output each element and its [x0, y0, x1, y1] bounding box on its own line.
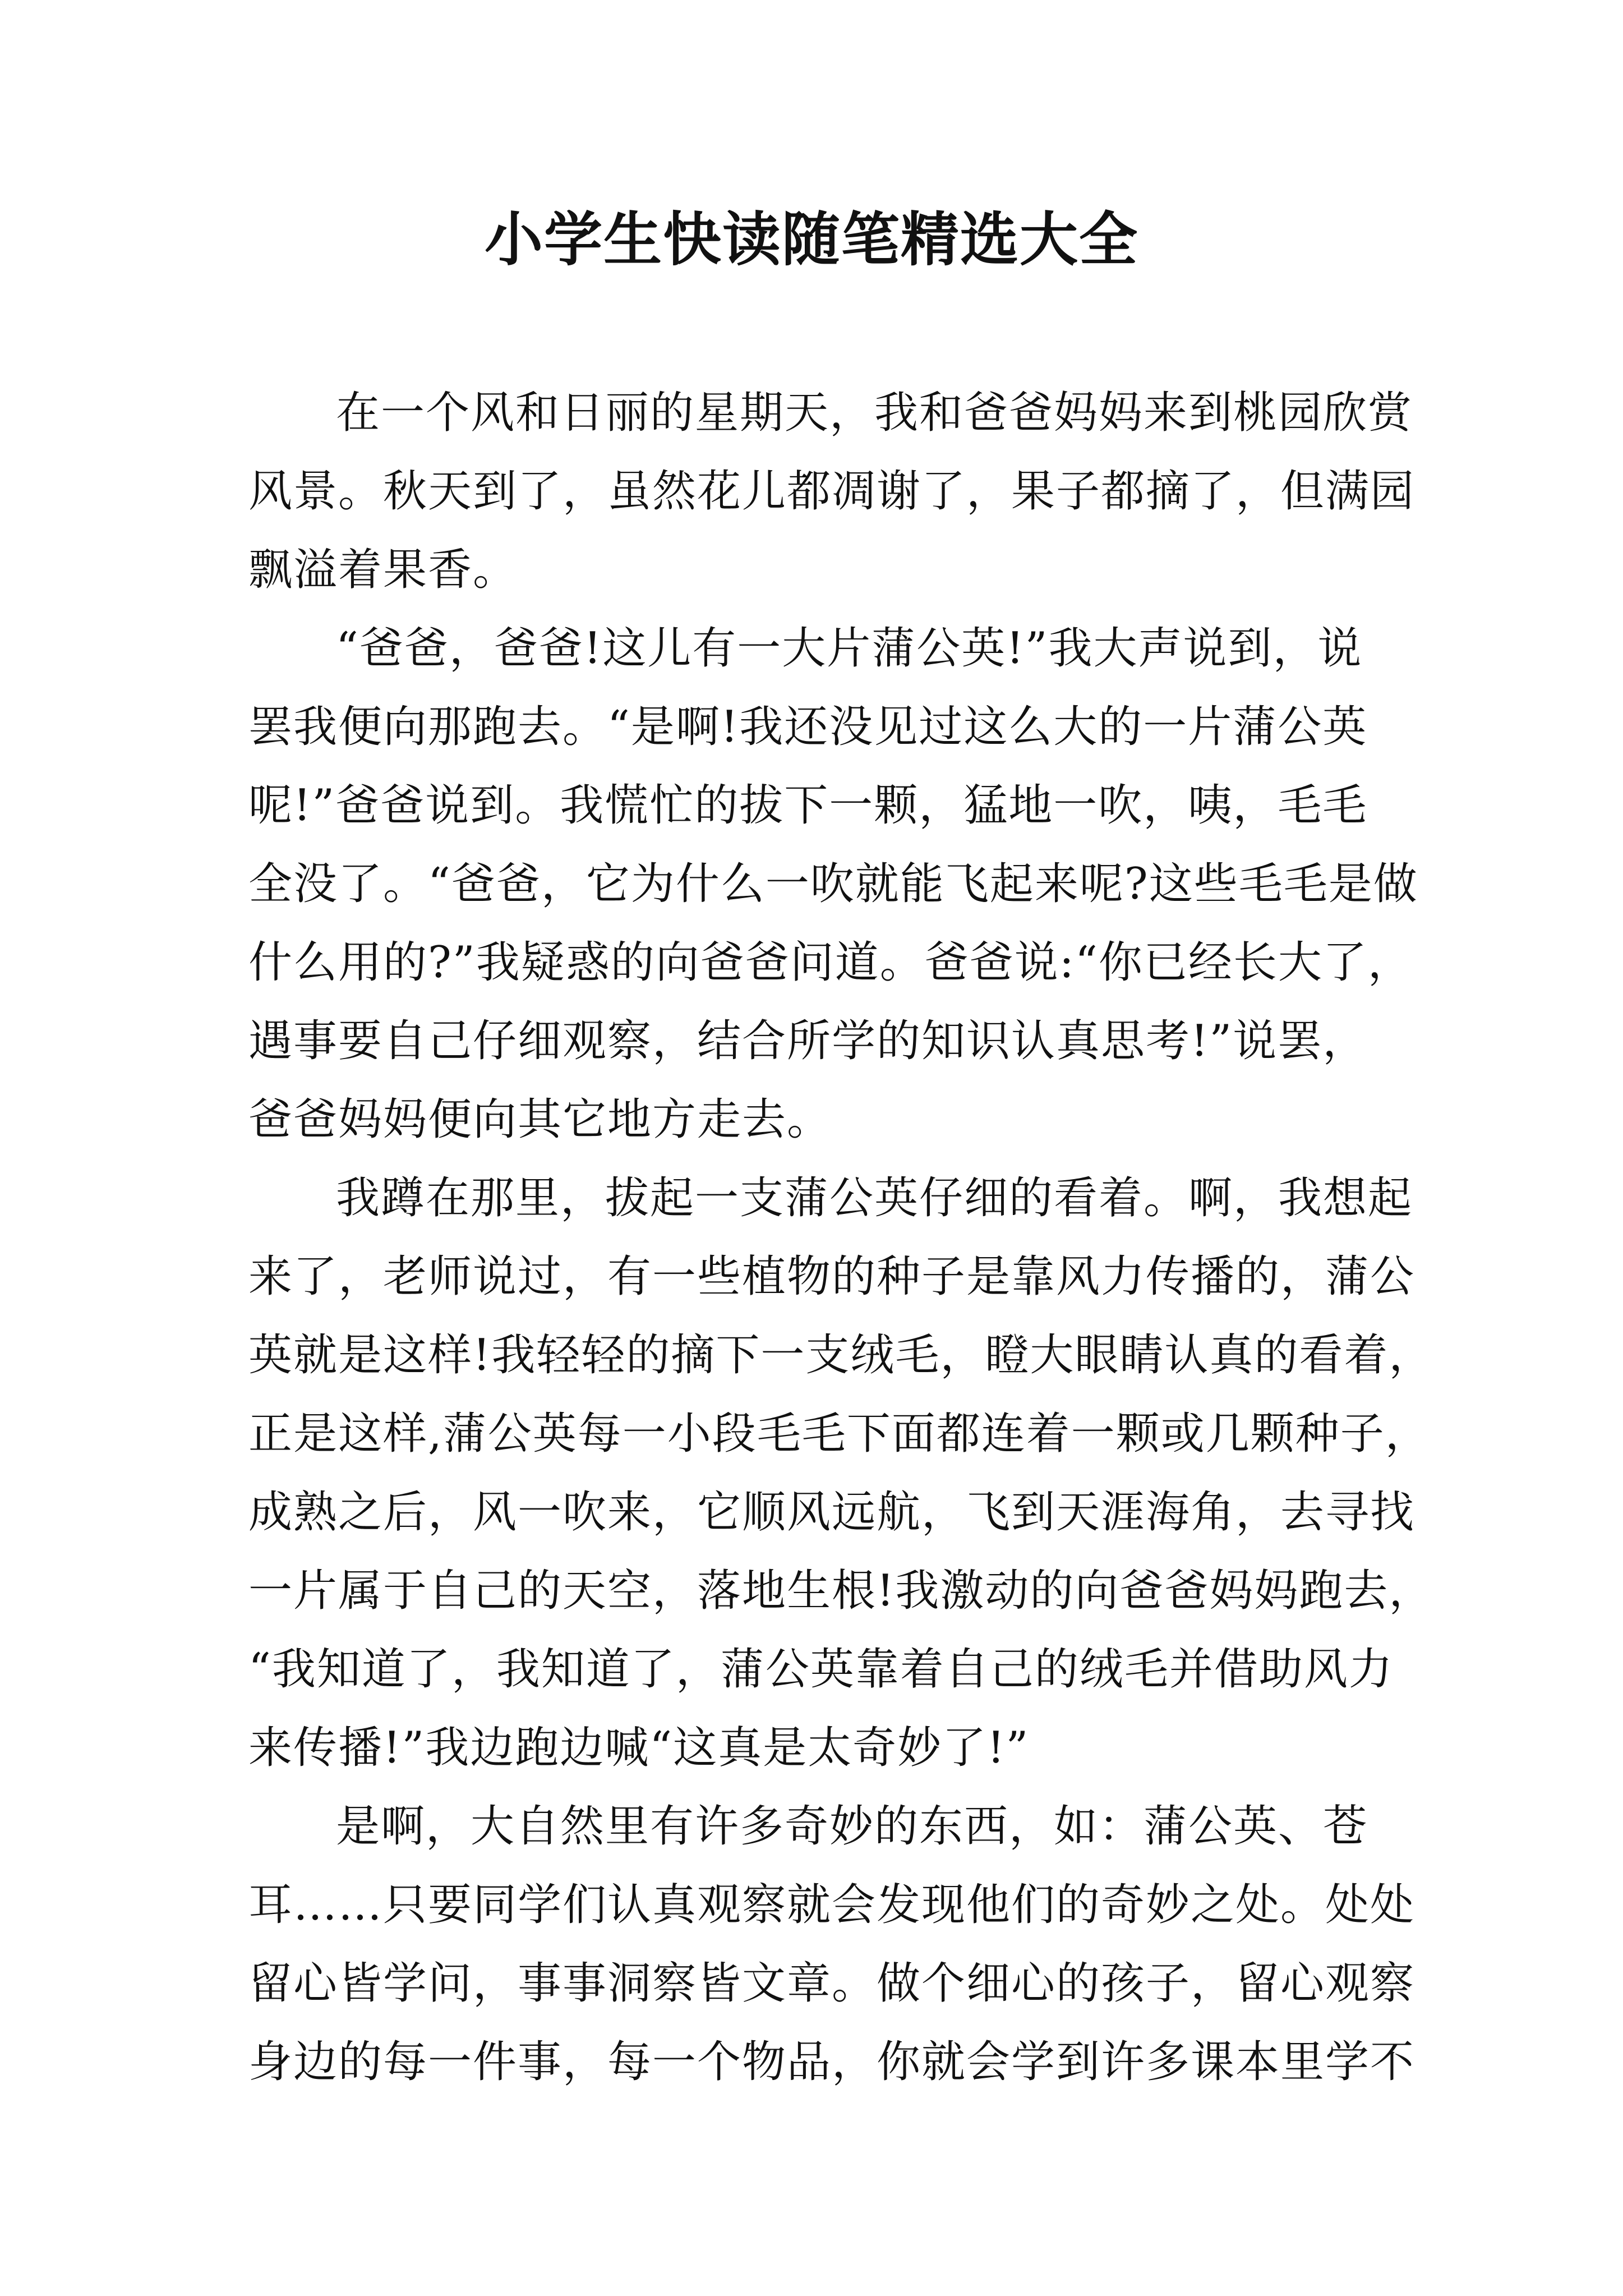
- paragraph-2-line-7: 爸爸妈妈便向其它地方走去。: [248, 1094, 832, 1145]
- paragraph-2-line-2: 罢我便向那跑去。“是啊!我还没见过这么大的一片蒲公英: [248, 702, 1368, 752]
- paragraph-3-line-2: 来了，老师说过，有一些植物的种子是靠风力传播的，蒲公: [248, 1251, 1415, 1302]
- paragraph-1-line-1: 在一个风和日丽的星期天，我和爸爸妈妈来到桃园欣赏: [336, 388, 1413, 438]
- paragraph-4-line-4: 身边的每一件事，每一个物品，你就会学到许多课本里学不: [248, 2037, 1415, 2087]
- paragraph-2-line-4: 全没了。“爸爸，它为什么一吹就能飞起来呢?这些毛毛是做: [248, 859, 1418, 909]
- paragraph-3-line-4: 正是这样,蒲公英每一小段毛毛下面都连着一颗或几颗种子，: [248, 1409, 1430, 1459]
- paragraph-3-line-5: 成熟之后，风一吹来，它顺风远航，飞到天涯海角，去寻找: [248, 1487, 1415, 1538]
- paragraph-2-line-6: 遇事要自己仔细观察，结合所学的知识认真思考!”说罢，: [248, 1016, 1368, 1066]
- paragraph-4-line-3: 留心皆学问，事事洞察皆文章。做个细心的孩子，留心观察: [248, 1958, 1415, 2009]
- paragraph-4-line-2: 耳……只要同学们认真观察就会发现他们的奇妙之处。处处: [248, 1880, 1415, 1930]
- document-body: [248, 374, 1437, 2101]
- paragraph-2-line-1: “爸爸，爸爸!这儿有一大片蒲公英!”我大声说到，说: [336, 623, 1363, 674]
- paragraph-2-line-5: 什么用的?”我疑惑的向爸爸问道。爸爸说:“你已经长大了，: [248, 937, 1413, 988]
- paragraph-1-line-2: 风景。秋天到了，虽然花儿都凋谢了，果子都摘了，但满园: [248, 466, 1415, 517]
- document-title: 小学生快读随笔精选大全: [484, 205, 1138, 274]
- paragraph-3-line-1: 我蹲在那里，拔起一支蒲公英仔细的看着。啊，我想起: [336, 1173, 1413, 1223]
- paragraph-3-line-3: 英就是这样!我轻轻的摘下一支绒毛，瞪大眼睛认真的看着，: [248, 1330, 1434, 1381]
- paragraph-3-line-8: 来传播!”我边跑边喊“这真是太奇妙了!”: [248, 1723, 1030, 1773]
- paragraph-3-line-7: “我知道了，我知道了，蒲公英靠着自己的绒毛并借助风力: [248, 1644, 1394, 1695]
- paragraph-1-line-3: 飘溢着果香。: [248, 545, 518, 595]
- paragraph-4-line-1: 是啊，大自然里有许多奇妙的东西，如：蒲公英、苍: [336, 1801, 1368, 1852]
- paragraph-3-line-6: 一片属于自己的天空，落地生根!我激动的向爸爸妈妈跑去，: [248, 1566, 1434, 1616]
- paragraph-2-line-3: 呢!”爸爸说到。我慌忙的拔下一颗，猛地一吹，咦，毛毛: [248, 780, 1368, 831]
